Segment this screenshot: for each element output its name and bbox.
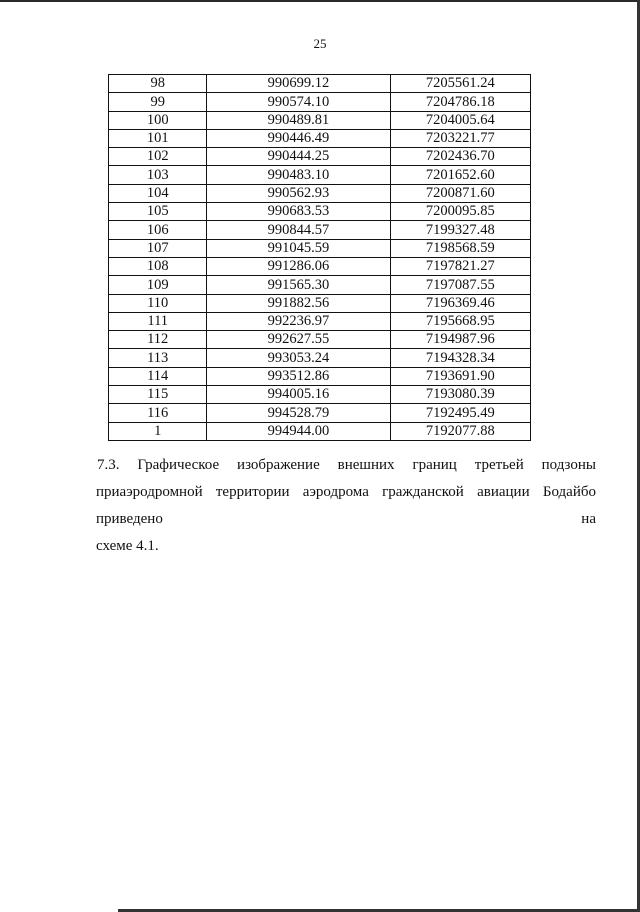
x-coordinate-cell: 993053.24 (207, 349, 390, 367)
paragraph-line-1: 7.3. Графическое изображение внешних границ третьей подзоны (97, 457, 596, 473)
point-number-cell: 102 (109, 148, 207, 166)
x-coordinate-cell: 994005.16 (207, 386, 390, 404)
y-coordinate-cell: 7199327.48 (390, 221, 530, 239)
paragraph-line-2: приаэродромной территории аэродрома гражданской авиации Бодайбо приведено на (96, 484, 596, 527)
table-row (109, 221, 531, 239)
x-coordinate-cell: 991565.30 (207, 276, 390, 294)
y-coordinate-cell: 7198568.59 (390, 239, 530, 257)
section-paragraph (96, 452, 596, 560)
x-coordinate-cell: 993512.86 (207, 367, 390, 385)
y-coordinate-cell: 7202436.70 (390, 148, 530, 166)
y-coordinate-cell: 7203221.77 (390, 129, 530, 147)
point-number-cell: 116 (109, 404, 207, 422)
table-row (109, 257, 531, 275)
point-number-cell: 106 (109, 221, 207, 239)
y-coordinate-cell: 7196369.46 (390, 294, 530, 312)
point-number-cell: 98 (109, 75, 207, 93)
x-coordinate-cell: 990683.53 (207, 203, 390, 221)
table-row (109, 404, 531, 422)
coordinates-table-body (109, 75, 531, 441)
point-number-cell: 110 (109, 294, 207, 312)
point-number-cell: 1 (109, 422, 207, 440)
x-coordinate-cell: 992236.97 (207, 312, 390, 330)
table-row (109, 422, 531, 440)
x-coordinate-cell: 990483.10 (207, 166, 390, 184)
x-coordinate-cell: 991286.06 (207, 257, 390, 275)
x-coordinate-cell: 994944.00 (207, 422, 390, 440)
table-row (109, 111, 531, 129)
y-coordinate-cell: 7197821.27 (390, 257, 530, 275)
scan-edge-top (0, 0, 640, 2)
table-row (109, 166, 531, 184)
table-row (109, 312, 531, 330)
table-row (109, 276, 531, 294)
y-coordinate-cell: 7192495.49 (390, 404, 530, 422)
point-number-cell: 108 (109, 257, 207, 275)
table-row (109, 239, 531, 257)
point-number-cell: 105 (109, 203, 207, 221)
table-row (109, 148, 531, 166)
table-row (109, 93, 531, 111)
point-number-cell: 109 (109, 276, 207, 294)
point-number-cell: 107 (109, 239, 207, 257)
table-row (109, 75, 531, 93)
y-coordinate-cell: 7193080.39 (390, 386, 530, 404)
x-coordinate-cell: 990489.81 (207, 111, 390, 129)
y-coordinate-cell: 7197087.55 (390, 276, 530, 294)
x-coordinate-cell: 990699.12 (207, 75, 390, 93)
table-row (109, 331, 531, 349)
y-coordinate-cell: 7192077.88 (390, 422, 530, 440)
y-coordinate-cell: 7194328.34 (390, 349, 530, 367)
x-coordinate-cell: 990844.57 (207, 221, 390, 239)
x-coordinate-cell: 990446.49 (207, 129, 390, 147)
y-coordinate-cell: 7204786.18 (390, 93, 530, 111)
paragraph-line-3: схеме 4.1. (96, 538, 159, 554)
y-coordinate-cell: 7201652.60 (390, 166, 530, 184)
point-number-cell: 113 (109, 349, 207, 367)
y-coordinate-cell: 7204005.64 (390, 111, 530, 129)
table-row (109, 349, 531, 367)
page-number: 25 (313, 36, 327, 51)
table-row (109, 367, 531, 385)
y-coordinate-cell: 7195668.95 (390, 312, 530, 330)
table-row (109, 386, 531, 404)
table-row (109, 294, 531, 312)
x-coordinate-cell: 990574.10 (207, 93, 390, 111)
x-coordinate-cell: 990444.25 (207, 148, 390, 166)
x-coordinate-cell: 991045.59 (207, 239, 390, 257)
point-number-cell: 111 (109, 312, 207, 330)
point-number-cell: 100 (109, 111, 207, 129)
y-coordinate-cell: 7194987.96 (390, 331, 530, 349)
y-coordinate-cell: 7200871.60 (390, 184, 530, 202)
y-coordinate-cell: 7205561.24 (390, 75, 530, 93)
x-coordinate-cell: 990562.93 (207, 184, 390, 202)
x-coordinate-cell: 994528.79 (207, 404, 390, 422)
x-coordinate-cell: 992627.55 (207, 331, 390, 349)
point-number-cell: 104 (109, 184, 207, 202)
y-coordinate-cell: 7193691.90 (390, 367, 530, 385)
point-number-cell: 101 (109, 129, 207, 147)
point-number-cell: 112 (109, 331, 207, 349)
y-coordinate-cell: 7200095.85 (390, 203, 530, 221)
table-row (109, 203, 531, 221)
table-row (109, 129, 531, 147)
point-number-cell: 115 (109, 386, 207, 404)
point-number-cell: 99 (109, 93, 207, 111)
point-number-cell: 103 (109, 166, 207, 184)
coordinates-table (108, 74, 531, 441)
table-row (109, 184, 531, 202)
x-coordinate-cell: 991882.56 (207, 294, 390, 312)
point-number-cell: 114 (109, 367, 207, 385)
